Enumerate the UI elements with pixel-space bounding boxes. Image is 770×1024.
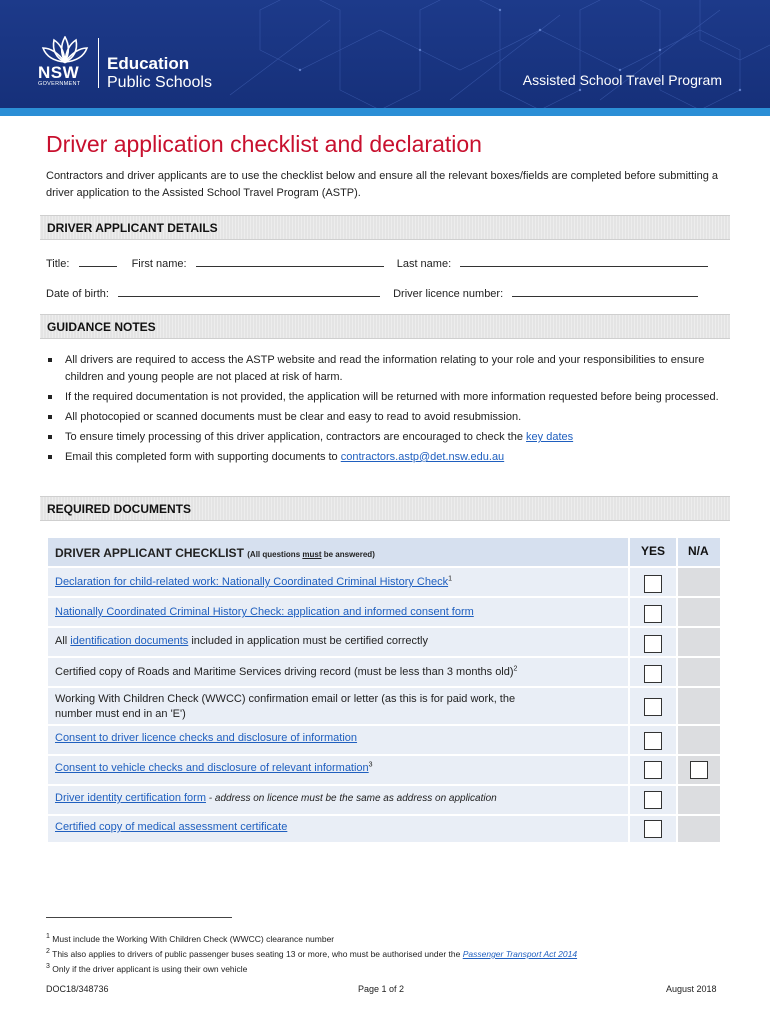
- footnote-text: This also applies to drivers of public passenger buses seating 13 or more, who must be authorised under the: [52, 949, 463, 959]
- licence-consent-link[interactable]: Consent to driver licence checks and disclosure of information: [55, 732, 358, 744]
- na-cell: [676, 568, 720, 596]
- checklist-header: [48, 538, 720, 568]
- header-banner: [0, 0, 770, 108]
- program-name: Assisted School Travel Program: [522, 72, 722, 88]
- row-label: [55, 820, 287, 835]
- checklist-title-text: DRIVER APPLICANT CHECKLIST: [55, 546, 244, 560]
- section-guidance-notes: GUIDANCE NOTES: [40, 314, 730, 339]
- vehicle-consent-link[interactable]: Consent to vehicle checks and disclosure of relevant information: [55, 762, 369, 774]
- identification-documents-link[interactable]: identification documents: [70, 635, 189, 647]
- section-required-documents: REQUIRED DOCUMENTS: [40, 496, 730, 521]
- na-label: N/A: [688, 544, 709, 558]
- note-post: be answered): [321, 550, 375, 559]
- yes-checkbox[interactable]: [644, 820, 662, 838]
- na-cell: [676, 786, 720, 814]
- checklist-note: [247, 550, 375, 559]
- bullet-icon: [48, 435, 52, 439]
- yes-cell: [628, 786, 674, 814]
- list-item: [46, 389, 736, 406]
- footnote-text: Must include the Working With Children Check (WWCC) clearance number: [52, 934, 335, 944]
- list-item: [46, 352, 736, 386]
- logo-nsw-text: NSW: [38, 63, 80, 82]
- dob-field[interactable]: [118, 286, 380, 297]
- row-label: [55, 665, 517, 680]
- yes-label: YES: [641, 544, 666, 558]
- title-field[interactable]: [79, 256, 117, 267]
- medical-certificate-link[interactable]: Certified copy of medical assessment certificate: [55, 821, 288, 833]
- list-item: [46, 429, 736, 446]
- na-cell: [676, 726, 720, 754]
- row-label: [55, 575, 452, 590]
- table-row: [48, 568, 720, 598]
- yes-cell: [628, 688, 674, 724]
- yes-cell: [628, 816, 674, 842]
- yes-checkbox[interactable]: [644, 732, 662, 750]
- bullet-icon: [48, 358, 52, 362]
- yes-cell: [628, 726, 674, 754]
- na-cell: [676, 658, 720, 686]
- na-cell: [676, 628, 720, 656]
- yes-checkbox[interactable]: [644, 698, 662, 716]
- declaration-link[interactable]: Declaration for child-related work: Nationally Coordinated Criminal History Check: [55, 576, 449, 588]
- row-note: - address on licence must be the same as address on application: [206, 793, 497, 804]
- bullet-icon: [48, 395, 52, 399]
- row-text: Working With Children Check (WWCC) confirmation email or letter (as this is for paid work, the: [55, 693, 516, 705]
- table-row: [48, 816, 720, 844]
- yes-column-header: [628, 538, 674, 566]
- checklist-title: [55, 546, 375, 562]
- footnote-ref: 1: [448, 575, 453, 583]
- last-name-label: Last name:: [396, 258, 452, 270]
- row-text: Certified copy of Roads and Maritime Services driving record (must be less than 3 months old): [55, 666, 514, 678]
- section-applicant-details: DRIVER APPLICANT DETAILS: [40, 215, 730, 240]
- dob-row: [46, 286, 698, 300]
- yes-cell: [628, 598, 674, 626]
- logo-education: Education: [107, 54, 190, 73]
- na-column-header: [676, 538, 720, 566]
- na-cell: [676, 816, 720, 842]
- table-row: [48, 756, 720, 786]
- first-name-field[interactable]: [196, 256, 384, 267]
- row-text: included in application must be certified correctly: [188, 635, 428, 647]
- document-number: DOC18/348736: [46, 984, 109, 994]
- yes-checkbox[interactable]: [644, 791, 662, 809]
- yes-checkbox[interactable]: [644, 575, 662, 593]
- nsw-education-logo: [38, 36, 212, 92]
- footnote-rule: [46, 917, 232, 918]
- logo-divider: [98, 38, 99, 88]
- identity-certification-link[interactable]: Driver identity certification form: [55, 792, 206, 804]
- passenger-transport-act-link[interactable]: Passenger Transport Act 2014: [462, 949, 578, 959]
- criminal-history-consent-link[interactable]: Nationally Coordinated Criminal History Check: application and informed consent form: [55, 606, 474, 618]
- yes-cell: [628, 568, 674, 596]
- name-row: [46, 256, 708, 270]
- na-cell: [676, 756, 720, 784]
- yes-cell: [628, 628, 674, 656]
- contractor-email-link[interactable]: contractors.astp@det.nsw.edu.au: [340, 451, 505, 463]
- table-row: [48, 658, 720, 688]
- footnote-text: Only if the driver applicant is using their own vehicle: [52, 964, 248, 974]
- row-text: All: [55, 635, 71, 647]
- table-row: [48, 598, 720, 628]
- licence-label: Driver licence number:: [393, 288, 504, 300]
- row-label: [55, 692, 515, 722]
- waratah-icon: [38, 36, 92, 90]
- logo-government-text: GOVERNMENT: [38, 81, 81, 87]
- page-number: Page 1 of 2: [358, 984, 405, 994]
- logo-text: [107, 36, 212, 92]
- row-label: [55, 791, 497, 806]
- table-row: [48, 726, 720, 756]
- footnote-ref: 3: [368, 761, 373, 769]
- table-row: [48, 688, 720, 726]
- footnote-ref: 2: [513, 665, 518, 673]
- guidance-text: Email this completed form with supporting documents to: [65, 451, 341, 463]
- dob-label: Date of birth:: [46, 288, 109, 300]
- bullet-icon: [48, 415, 52, 419]
- footnote-1: [46, 934, 334, 944]
- na-checkbox[interactable]: [690, 761, 708, 779]
- yes-cell: [628, 756, 674, 784]
- row-text: number must end in an 'E'): [55, 708, 186, 720]
- table-row: [48, 786, 720, 816]
- first-name-label: First name:: [131, 258, 187, 270]
- na-cell: [676, 688, 720, 724]
- guidance-text: To ensure timely processing of this driver application, contractors are encouraged to check the: [65, 431, 527, 443]
- yes-checkbox[interactable]: [644, 761, 662, 779]
- row-label: [55, 761, 373, 776]
- guidance-list: [46, 352, 736, 469]
- yes-checkbox[interactable]: [644, 635, 662, 653]
- list-item: [46, 409, 736, 426]
- row-label: [55, 634, 428, 649]
- intro-paragraph: Contractors and driver applicants are to use the checklist below and ensure all the relevant boxes/fields are completed before submitting a driver application to the Assisted School Travel Program (ASTP).: [46, 170, 718, 199]
- logo-public-schools: Public Schools: [107, 74, 212, 91]
- document-date: August 2018: [666, 984, 717, 994]
- guidance-text: All drivers are required to access the ASTP website and read the information relating to your role and your responsibilities to ensure children and young people are not placed at risk of harm.: [65, 354, 705, 383]
- note-pre: (All questions: [247, 550, 303, 559]
- note-must: must: [302, 550, 322, 559]
- footnote-3: [46, 964, 247, 974]
- footnote-number: 3: [46, 963, 50, 971]
- key-dates-link[interactable]: key dates: [526, 431, 574, 443]
- table-row: [48, 628, 720, 658]
- na-cell: [676, 598, 720, 626]
- title-label: Title:: [46, 258, 70, 270]
- banner-accent-strip: [0, 108, 770, 116]
- last-name-field[interactable]: [460, 256, 708, 267]
- yes-cell: [628, 658, 674, 686]
- yes-checkbox[interactable]: [644, 665, 662, 683]
- licence-number-field[interactable]: [512, 286, 698, 297]
- footnote-number: 1: [46, 933, 50, 941]
- page-title: Driver application checklist and declaration: [46, 131, 482, 157]
- row-label: [55, 731, 357, 746]
- footnote-number: 2: [46, 948, 50, 956]
- guidance-text: All photocopied or scanned documents must be clear and easy to read to avoid resubmission.: [65, 411, 522, 423]
- guidance-text: If the required documentation is not provided, the application will be returned with more information requested before being processed.: [65, 391, 719, 403]
- yes-checkbox[interactable]: [644, 605, 662, 623]
- footnote-2: [46, 949, 577, 959]
- bullet-icon: [48, 455, 52, 459]
- row-label: [55, 605, 474, 620]
- list-item: [46, 449, 736, 466]
